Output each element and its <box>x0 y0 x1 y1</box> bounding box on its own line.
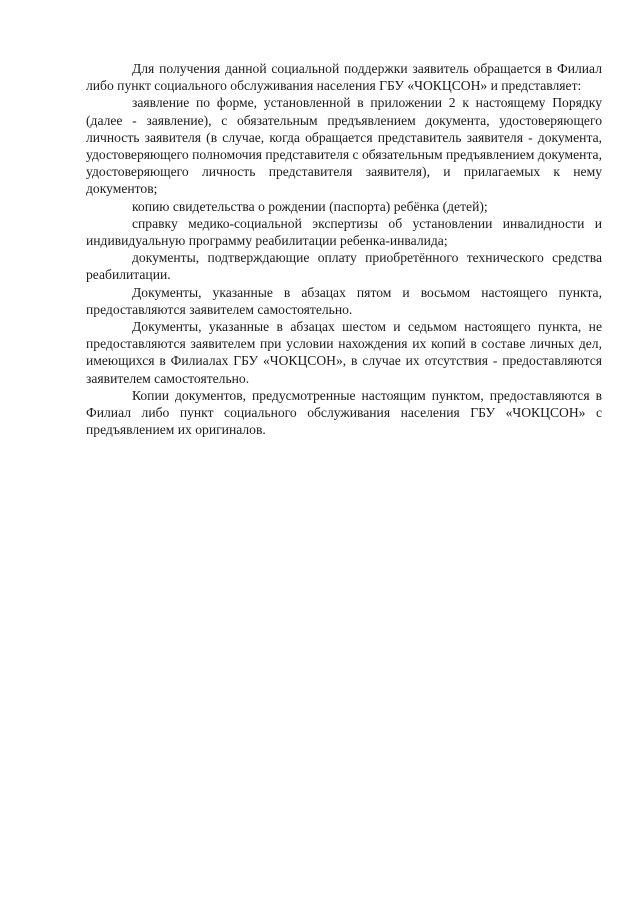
paragraph-not-provided: Документы, указанные в абзацах шестом и седьмом настоящего пункта, не предоставляются заявителем при условии нахождения их копий в составе личных дел, имеющихся в Филиалах ГБУ «ЧОКЦСОН», в случае их отсутствия - предоставляются заявителем самостоятельно. <box>86 319 602 386</box>
paragraph-medical-certificate: справку медико-социальной экспертизы об установлении инвалидности и индивидуальную программу реабилитации ребенка-инвалида; <box>86 215 602 249</box>
paragraph-copies: Копии документов, предусмотренные настоящим пунктом, предоставляются в Филиал либо пункт социального обслуживания населения ГБУ «ЧОКЦСОН» с предъявлением их оригиналов. <box>86 387 602 438</box>
paragraph-payment-documents: документы, подтверждающие оплату приобретённого технического средства реабилитации. <box>86 250 602 283</box>
document-page <box>86 60 602 438</box>
paragraph-application: заявление по форме, установленной в приложении 2 к настоящему Порядку (далее - заявление), с обязательным предъявлением документа, удостоверяющего личность заявителя (в случае, когда обращается представитель заявителя - документа, удостоверяющего полномочия представителя с обязательным предъявлением документа, удостоверяющего личность представителя заявителя), и прилагаемых к нему документов; <box>86 95 602 197</box>
paragraph-birth-certificate: копию свидетельства о рождении (паспорта) ребёнка (детей); <box>132 198 488 214</box>
paragraph-intro: Для получения данной социальной поддержки заявитель обращается в Филиал либо пункт социального обслуживания населения ГБУ «ЧОКЦСОН» и представляет: <box>86 61 602 94</box>
paragraph-self-provided: Документы, указанные в абзацах пятом и восьмом настоящего пункта, предоставляются заявителем самостоятельно. <box>86 284 602 317</box>
